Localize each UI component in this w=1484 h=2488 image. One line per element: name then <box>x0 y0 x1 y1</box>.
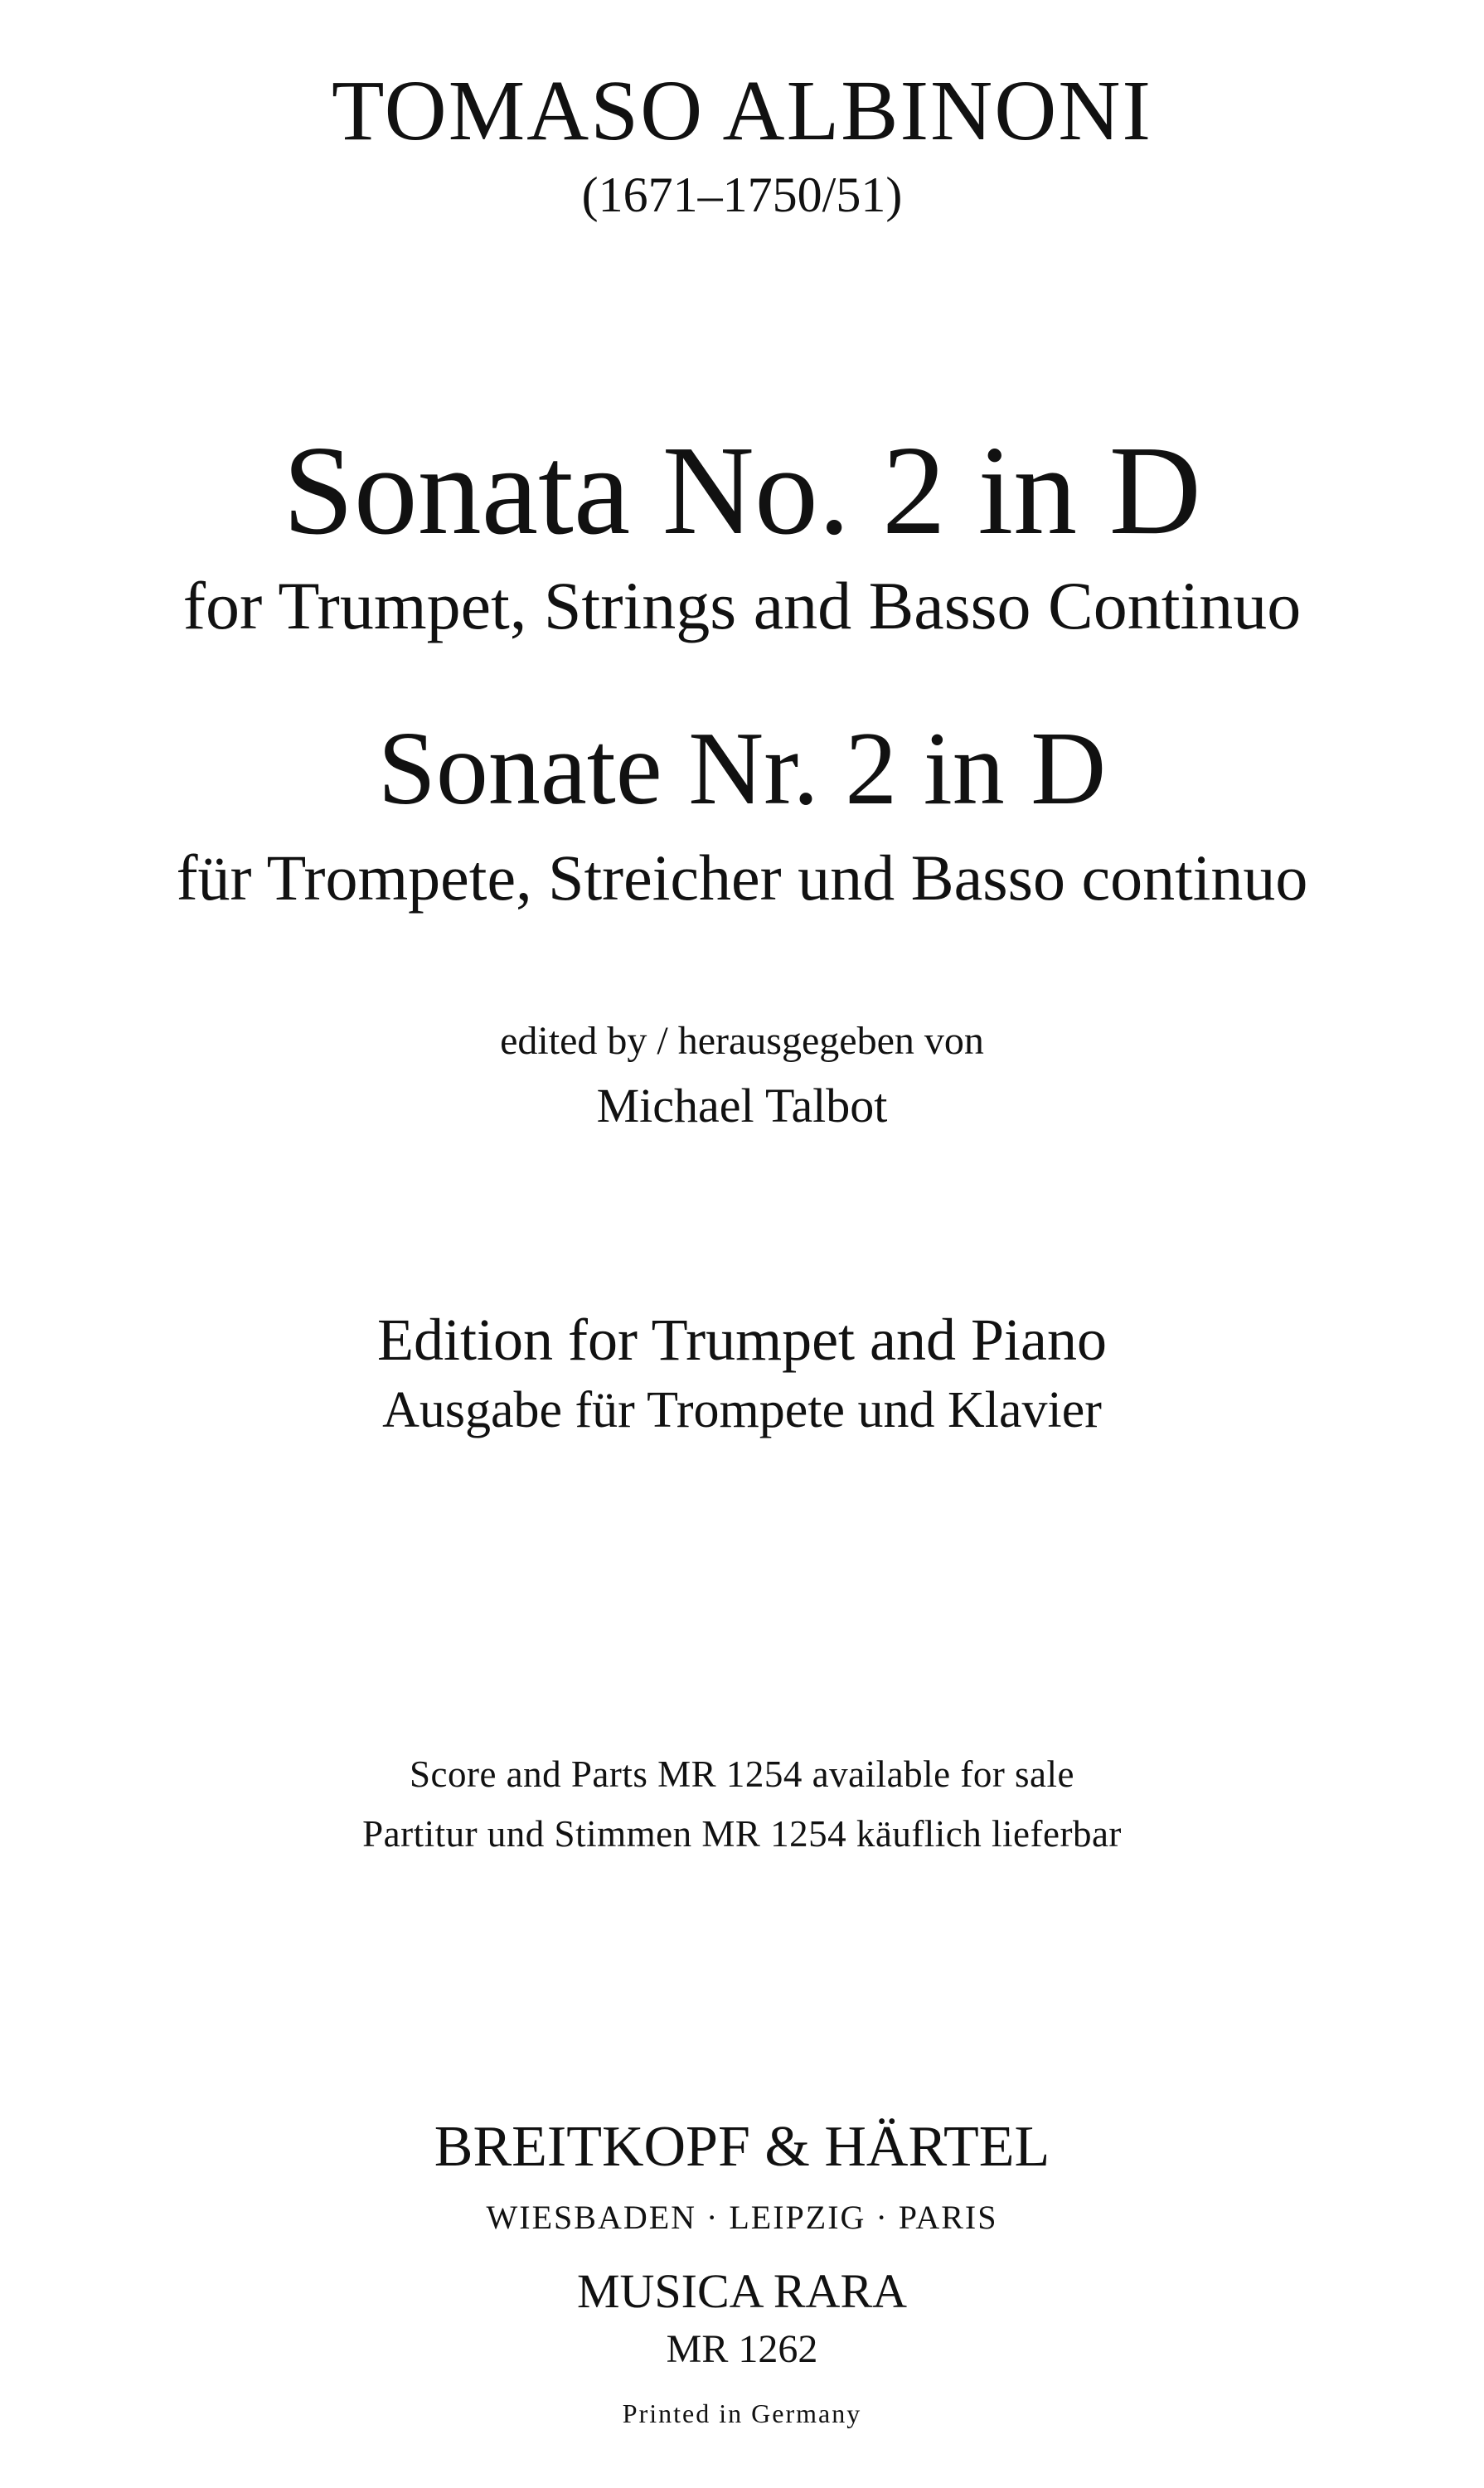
title-english: Sonata No. 2 in D <box>283 420 1201 561</box>
edition-english: Edition for Trumpet and Piano <box>377 1307 1107 1373</box>
title-german: Sonate Nr. 2 in D <box>377 711 1107 827</box>
catalog-number: MR 1262 <box>666 2327 818 2371</box>
editor-credit: edited by / herausgegeben von <box>500 1019 984 1063</box>
subtitle-english: for Trumpet, Strings and Basso Continuo <box>182 568 1302 643</box>
printed-in: Printed in Germany <box>622 2398 862 2428</box>
availability-german: Partitur und Stimmen MR 1254 käuflich lieferbar <box>362 1813 1122 1855</box>
availability-english: Score and Parts MR 1254 available for sale <box>409 1753 1075 1795</box>
editor-name: Michael Talbot <box>596 1079 888 1132</box>
publisher-name: BREITKOPF & HÄRTEL <box>434 2115 1050 2179</box>
composer-name: TOMASO ALBINONI <box>331 63 1153 158</box>
subtitle-german: für Trompete, Streicher und Basso continuo <box>176 841 1308 914</box>
publisher-cities: WIESBADEN · LEIPZIG · PARIS <box>486 2199 998 2236</box>
publisher-imprint: MUSICA RARA <box>576 2264 908 2318</box>
composer-dates: (1671–1750/51) <box>581 167 903 222</box>
edition-german: Ausgabe für Trompete und Klavier <box>382 1382 1102 1438</box>
